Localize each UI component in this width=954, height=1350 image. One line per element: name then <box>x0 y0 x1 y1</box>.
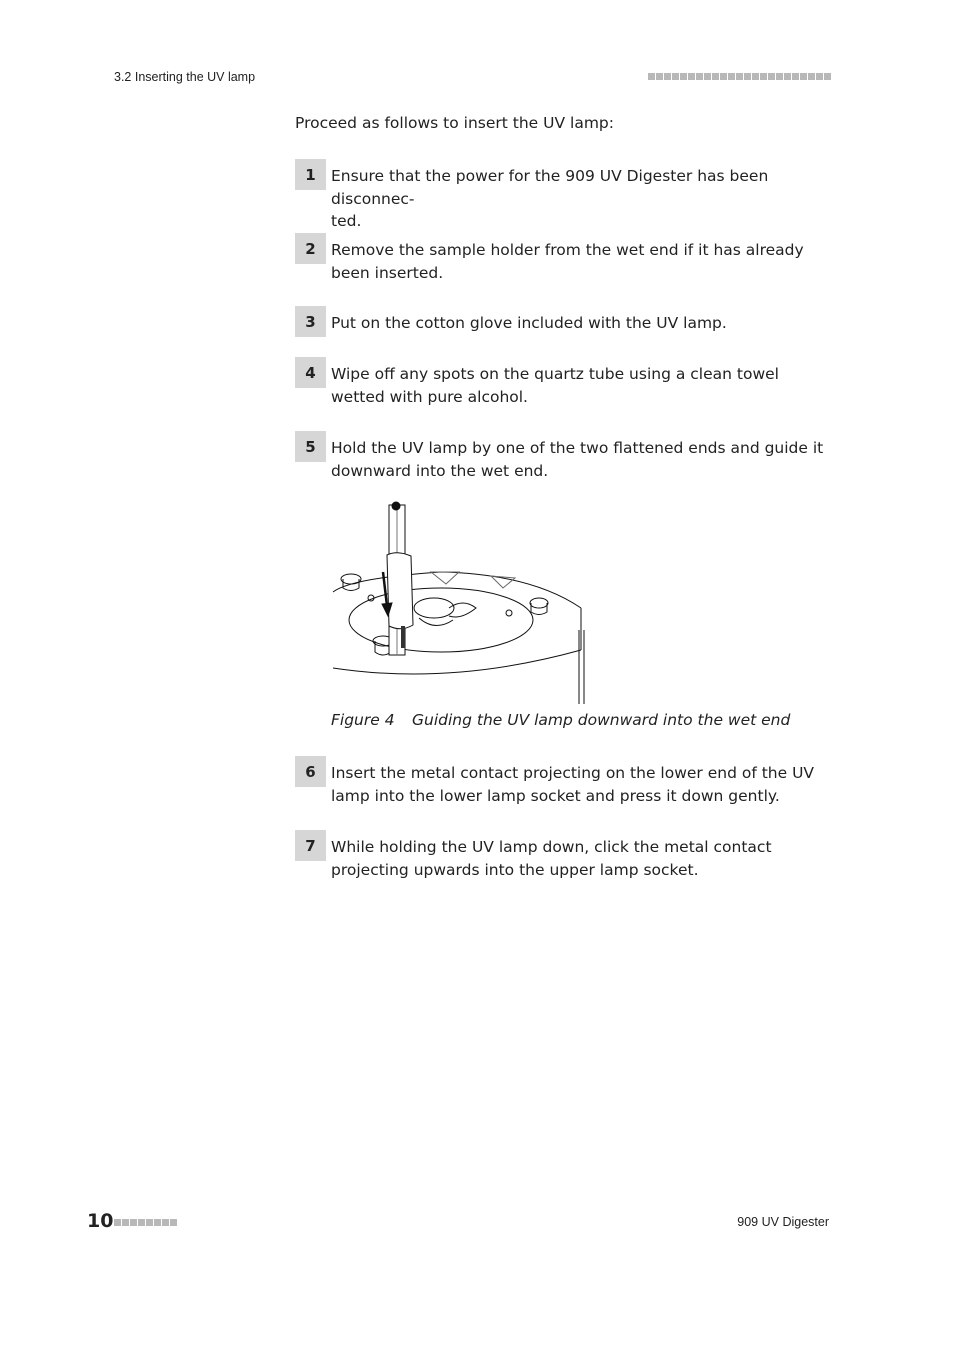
step-number: 4 <box>295 357 326 388</box>
figure-caption-text: Guiding the UV lamp downward into the wet end <box>412 711 791 729</box>
uv-lamp-insertion-illustration <box>331 500 591 705</box>
step-number: 2 <box>295 233 326 264</box>
step-text: Ensure that the power for the 909 UV Digester has been disconnec- ted. <box>331 167 769 230</box>
step-number: 1 <box>295 159 326 190</box>
step-text: Hold the UV lamp by one of the two flattened ends and guide it downward into the wet end. <box>331 439 824 480</box>
footer-dot-bar <box>114 1219 177 1226</box>
step-text: Wipe off any spots on the quartz tube using a clean towel wetted with pure alcohol. <box>331 365 779 406</box>
intro-text: Proceed as follows to insert the UV lamp: <box>295 114 614 132</box>
step-text: Insert the metal contact projecting on the lower end of the UV lamp into the lower lamp socket and press it down gently. <box>331 764 815 805</box>
step-text: While holding the UV lamp down, click the metal contact projecting upwards into the upper lamp socket. <box>331 838 772 879</box>
step-number: 3 <box>295 306 326 337</box>
product-name: 909 UV Digester <box>737 1215 829 1229</box>
step-number: 5 <box>295 431 326 462</box>
step-text: Remove the sample holder from the wet end if it has already been inserted. <box>331 241 804 282</box>
step-number: 6 <box>295 756 326 787</box>
page-number: 10 <box>87 1210 114 1232</box>
header-dot-bar <box>648 73 831 80</box>
step-text: Put on the cotton glove included with the UV lamp. <box>331 314 727 332</box>
figure-caption <box>331 711 790 729</box>
figure-label: Figure 4 <box>331 711 395 729</box>
step-number: 7 <box>295 830 326 861</box>
section-title: 3.2 Inserting the UV lamp <box>114 70 256 84</box>
